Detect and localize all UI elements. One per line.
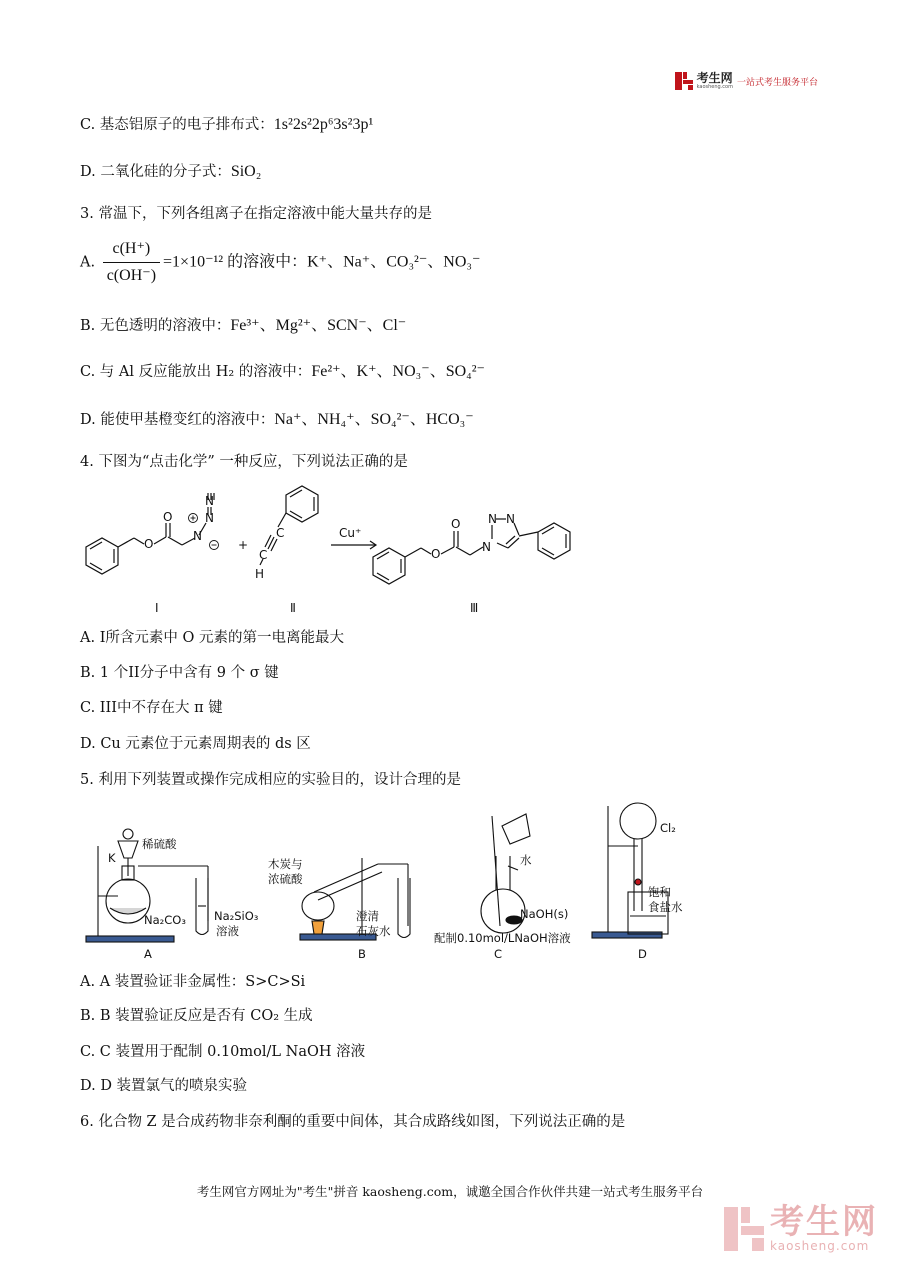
kaosheng-logo-icon [675,72,693,90]
label-limewater: 石灰水 [356,924,391,938]
q5-option-c: C. C 装置用于配制 0.10mol/L NaOH 溶液 [80,1044,366,1060]
label-clear: 澄清 [356,909,379,923]
atom-n-2: N [205,511,214,525]
benzene-ring-1 [86,538,118,574]
q3-stem: 3. 常温下，下列各组离子在指定溶液中能大量共存的是 [80,206,432,222]
q2-option-c-formula: 1s²2s²2p⁶3s²3p¹ [273,116,374,133]
q2-option-d: D. 二氧化硅的分子式：SiO₂ [80,163,262,180]
compound-label-1: Ⅰ [155,601,159,615]
q4-option-d: D. Cu 元素位于元素周期表的 ds 区 [80,736,311,752]
catalyst-label: Cu⁺ [339,526,362,540]
atom-n-3: N [205,494,214,508]
brand-url: kaosheng.com [696,84,733,90]
label-na2sio3: Na₂SiO₃ [214,909,259,923]
q4-option-b: B. 1 个II分子中含有 9 个 σ 键 [80,665,279,681]
atom-c-alkyne-1: C [276,526,285,540]
q3-option-b-ions: Fe³⁺、Mg²⁺、SCN⁻、Cl⁻ [230,317,407,334]
atom-h-alkyne: H [255,567,265,581]
label-saturated: 饱和 [648,885,671,899]
q3-option-d: D. 能使甲基橙变红的溶液中：Na⁺、NH₄⁺、SO₄²⁻、HCO₃⁻ [80,411,474,428]
q3-option-c-ions: Fe²⁺、K⁺、NO₃⁻、SO₄²⁻ [311,363,485,380]
benzene-ring-2 [286,486,318,522]
atom-o-carbonyl-3: O [451,517,461,531]
label-valve-k: K [108,851,116,865]
apparatus-b [300,858,410,940]
atom-n-triazole-2: N [488,512,497,526]
watermark-url: kaosheng.com [770,1239,870,1253]
fig-label-c: C [494,947,503,961]
watermark-text: 考生网 [770,1202,878,1242]
benzene-ring-3 [373,548,405,584]
fig-label-d: D [638,947,647,961]
page-footer: 考生网官方网址为"考生"拼音 kaosheng.com，诚邀全国合作伙伴共建一站式考生服务平台 [196,1184,704,1199]
label-charcoal: 木炭与 [268,857,303,871]
label-prepare-naoh: 配制0.10mol/LNaOH溶液 [434,931,571,945]
label-chlorine: Cl₂ [660,821,676,835]
label-naoh-solid: NaOH(s) [520,907,569,921]
q4-option-c: C. III中不存在大 π 键 [80,700,223,716]
brand-slogan: 一站式考生服务平台 [736,77,818,88]
header-logo [675,72,818,90]
label-dilute-sulfuric-acid: 稀硫酸 [142,837,177,851]
fig-label-b: B [358,947,366,961]
reaction-plus: + [238,538,249,552]
label-na2co3: Na₂CO₃ [144,913,186,927]
atom-o-ester-3: O [431,547,441,561]
q4-option-a: A. I所含元素中 O 元素的第一电离能最大 [80,630,345,646]
fig-label-a: A [144,947,152,961]
q5-option-d: D. D 装置氯气的喷泉实验 [80,1078,248,1094]
atom-n-triazole-3: N [506,512,515,526]
q3-option-c: C. 与 Al 反应能放出 H₂ 的溶液中：Fe²⁺、K⁺、NO₃⁻、SO₄²⁻ [80,363,485,380]
q5-option-a: A. A 装置验证非金属性：S>C>Si [80,974,306,990]
atom-o-carbonyl-1: O [163,510,173,524]
q2-option-c: C. 基态铝原子的电子排布式：1s²2s²2p⁶3s²3p¹ [80,116,374,133]
q4-stem: 4. 下图为“点击化学” 一种反应，下列说法正确的是 [80,454,408,470]
atom-n-1: N [193,529,202,543]
atom-o-ester-1: O [144,537,154,551]
q2-option-d-formula: SiO₂ [230,163,262,180]
q3-option-a-ions: K⁺、Na⁺、CO₃²⁻、NO₃⁻ [307,253,481,271]
q3-option-b: B. 无色透明的溶液中：Fe³⁺、Mg²⁺、SCN⁻、Cl⁻ [80,317,407,334]
apparatus-d [592,803,668,938]
watermark-logo-icon [724,1207,764,1251]
experiment-apparatus-figure [78,796,728,966]
brand-name: 考生网 [696,71,733,85]
watermark [724,1202,878,1253]
q3-option-a-fraction: $\frac{c(H^+)}{c(OH^-)}$ [103,238,160,287]
q6-stem: 6. 化合物 Z 是合成药物非奈利酮的重要中间体，其合成路线如图，下列说法正确的是 [80,1114,626,1130]
label-solution-a: 溶液 [216,924,239,938]
label-conc-sulfuric-acid: 浓硫酸 [268,872,303,886]
q3-option-d-ions: Na⁺、NH₄⁺、SO₄²⁻、HCO₃⁻ [274,411,474,428]
q3-option-a: A. $\frac{c(H^+)}{c(OH^-)}$ =1×10⁻¹² 的溶液中：K⁺、Na⁺、CO₃²⁻、NO₃⁻ [80,238,480,287]
q5-stem: 5. 利用下列装置或操作完成相应的实验目的，设计合理的是 [80,772,461,788]
atom-c-alkyne-2: C [259,548,268,562]
compound-label-3: Ⅲ [470,601,479,615]
benzene-ring-4 [538,523,570,559]
q5-option-b: B. B 装置验证反应是否有 CO₂ 生成 [80,1008,313,1024]
atom-n-triazole-1: N [482,540,491,554]
compound-label-2: Ⅱ [290,601,296,615]
click-chemistry-reaction-scheme [78,485,618,620]
label-water: 水 [520,853,532,867]
label-brine: 食盐水 [648,900,683,914]
